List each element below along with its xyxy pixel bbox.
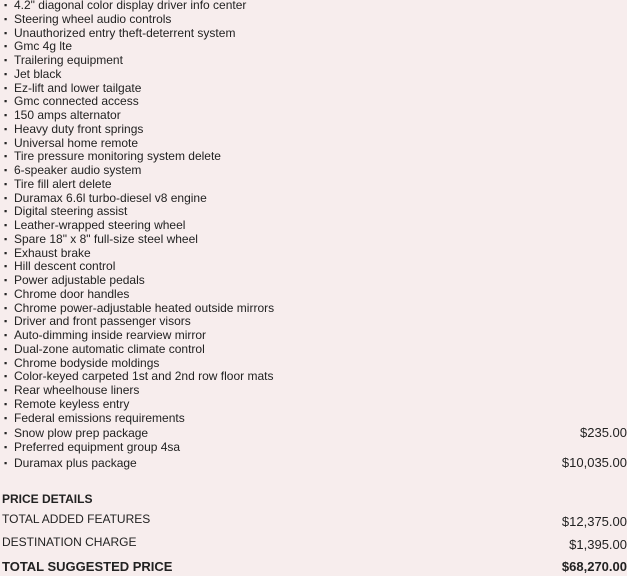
- bullet: ▪: [4, 288, 8, 299]
- bullet: ▪: [4, 206, 8, 217]
- list-item: [0, 192, 627, 206]
- list-item: [0, 455, 627, 471]
- list-item: [0, 343, 627, 357]
- list-item: [0, 357, 627, 371]
- bullet: ▪: [4, 442, 8, 453]
- feature-name: Spare 18" x 8" full-size steel wheel: [14, 231, 198, 246]
- bullet: ▪: [4, 192, 8, 203]
- feature-name: Chrome power-adjustable heated outside mirrors: [14, 300, 275, 315]
- bullet: ▪: [4, 41, 8, 52]
- list-item: [0, 123, 627, 137]
- list-item: [0, 412, 627, 426]
- list-item: [0, 109, 627, 123]
- list-item: [0, 82, 627, 96]
- list-item: [0, 370, 627, 384]
- feature-name: Unauthorized entry theft-deterrent system: [14, 25, 236, 40]
- list-item: [0, 68, 627, 82]
- bullet: ▪: [4, 330, 8, 340]
- list-item: [0, 13, 627, 27]
- feature-name: Snow plow prep package: [14, 426, 149, 441]
- bullet: ▪: [4, 371, 8, 382]
- bullet: ▪: [4, 233, 8, 244]
- total-suggested-price-label: TOTAL SUGGESTED PRICE: [2, 559, 173, 574]
- list-item: [0, 425, 627, 441]
- list-item: [0, 233, 627, 247]
- feature-name: Leather-wrapped steering wheel: [14, 218, 186, 232]
- feature-price: $10,035.00: [561, 455, 627, 470]
- bullet: ▪: [4, 398, 8, 409]
- destination-charge-row: [2, 535, 627, 553]
- total-suggested-price-row: [2, 558, 627, 576]
- feature-name: Steering wheel audio controls: [14, 11, 172, 26]
- bullet: ▪: [4, 110, 8, 120]
- list-item: [0, 137, 627, 151]
- feature-name: 6-speaker audio system: [14, 163, 142, 177]
- list-item: [0, 27, 627, 41]
- list-item: [0, 384, 627, 398]
- list-item: [0, 150, 627, 164]
- list-item: [0, 164, 627, 178]
- total-suggested-price-value: $68,270.00: [561, 559, 627, 574]
- list-item: [0, 205, 627, 219]
- feature-name: Jet black: [14, 66, 62, 81]
- bullet: ▪: [4, 27, 8, 38]
- bullet: ▪: [4, 96, 8, 107]
- bullet: ▪: [4, 261, 8, 272]
- destination-charge-label: DESTINATION CHARGE: [2, 535, 137, 549]
- bullet: ▪: [4, 0, 8, 10]
- total-added-features-label: TOTAL ADDED FEATURES: [2, 512, 151, 526]
- list-item: [0, 219, 627, 233]
- total-added-features-row: [2, 512, 627, 530]
- feature-name: Exhaust brake: [14, 245, 91, 260]
- list-item: [0, 329, 627, 343]
- bullet: ▪: [4, 458, 8, 468]
- list-item: [0, 0, 627, 13]
- feature-name: Digital steering assist: [14, 204, 128, 219]
- feature-name: Remote keyless entry: [14, 396, 130, 411]
- list-item: [0, 274, 627, 288]
- list-item: [0, 95, 627, 109]
- list-item: [0, 178, 627, 192]
- bullet: ▪: [4, 123, 8, 134]
- feature-name: Hill descent control: [14, 259, 116, 274]
- bullet: ▪: [4, 247, 8, 258]
- list-item: [0, 398, 627, 412]
- bullet: ▪: [4, 137, 8, 148]
- bullet: ▪: [4, 165, 8, 175]
- feature-name: Gmc connected access: [14, 94, 139, 109]
- feature-name: Driver and front passenger visors: [14, 314, 191, 329]
- bullet: ▪: [4, 151, 8, 162]
- price-details-title: PRICE DETAILS: [2, 492, 93, 506]
- feature-name: Gmc 4g lte: [14, 39, 73, 54]
- feature-name: 4.2" diagonal color display driver info center: [14, 0, 247, 12]
- bullet: ▪: [4, 316, 8, 327]
- bullet: ▪: [4, 412, 8, 423]
- total-added-features-value: $12,375.00: [561, 514, 627, 529]
- list-item: [0, 441, 627, 455]
- list-item: [0, 315, 627, 329]
- list-item: [0, 302, 627, 316]
- feature-name: Rear wheelhouse liners: [14, 383, 140, 397]
- feature-name: Federal emissions requirements: [14, 410, 185, 425]
- bullet: ▪: [4, 343, 8, 354]
- feature-name: Power adjustable pedals: [14, 273, 145, 287]
- feature-name: 150 amps alternator: [14, 108, 121, 122]
- destination-charge-value: $1,395.00: [569, 537, 627, 552]
- feature-name: Color-keyed carpeted 1st and 2nd row floor mats: [14, 369, 274, 384]
- feature-name: Auto-dimming inside rearview mirror: [14, 328, 207, 342]
- feature-name: Duramax plus package: [14, 456, 137, 470]
- feature-price: $235.00: [580, 425, 627, 441]
- feature-name: Trailering equipment: [14, 53, 123, 67]
- feature-name: Duramax 6.6l turbo-diesel v8 engine: [14, 190, 207, 205]
- bullet: ▪: [4, 385, 8, 395]
- bullet: ▪: [4, 428, 8, 439]
- bullet: ▪: [4, 220, 8, 230]
- list-item: [0, 288, 627, 302]
- bullet: ▪: [4, 82, 8, 93]
- list-item: [0, 247, 627, 261]
- list-item: [0, 40, 627, 54]
- bullet: ▪: [4, 302, 8, 313]
- feature-name: Preferred equipment group 4sa: [14, 440, 181, 455]
- list-item: [0, 260, 627, 274]
- feature-name: Universal home remote: [14, 135, 139, 150]
- list-item: [0, 54, 627, 68]
- feature-name: Dual-zone automatic climate control: [14, 341, 205, 356]
- bullet: ▪: [4, 68, 8, 79]
- feature-name: Chrome bodyside moldings: [14, 355, 160, 370]
- bullet: ▪: [4, 13, 8, 24]
- bullet: ▪: [4, 357, 8, 368]
- feature-name: Tire pressure monitoring system delete: [14, 149, 221, 164]
- bullet: ▪: [4, 55, 8, 65]
- bullet: ▪: [4, 178, 8, 189]
- feature-name: Ez-lift and lower tailgate: [14, 80, 142, 95]
- bullet: ▪: [4, 275, 8, 285]
- feature-name: Chrome door handles: [14, 286, 130, 301]
- feature-name: Heavy duty front springs: [14, 121, 144, 136]
- feature-name: Tire fill alert delete: [14, 176, 112, 191]
